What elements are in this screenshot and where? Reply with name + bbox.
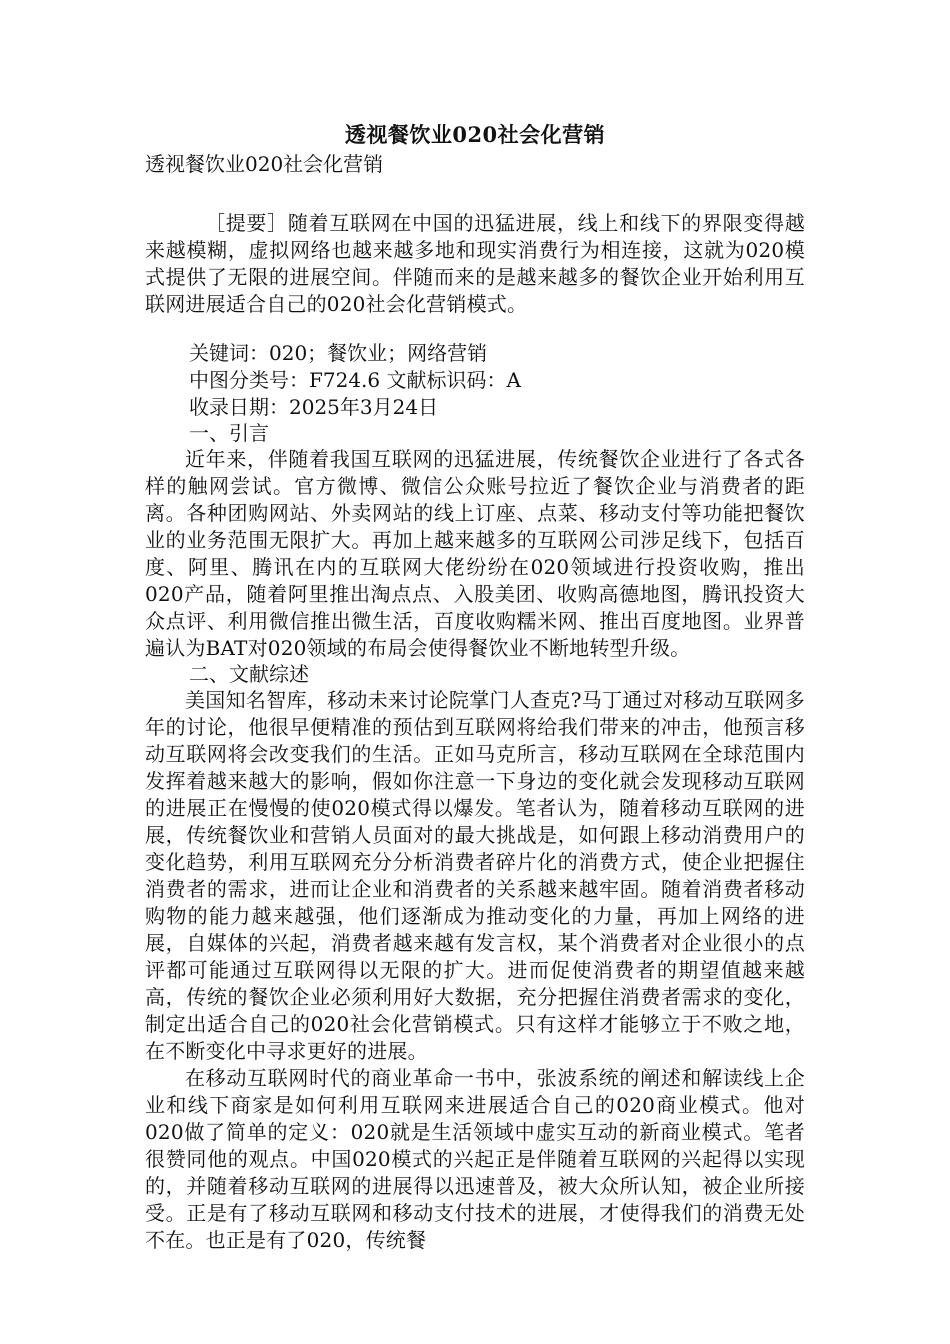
document-body <box>145 120 805 1254</box>
keywords-line: 关键词：020；餐饮业；网络营销 <box>189 341 488 365</box>
spacer <box>145 318 805 340</box>
received-date-line: 收录日期：2025年3月24日 <box>189 395 439 419</box>
body-paragraph: 美国知名智库，移动未来讨论院掌门人查克?马丁通过对移动互联网多年的讨论，他很早便精准的预估到互联网将给我们带来的冲击，他预言移动互联网将会改变我们的生活。正如马克所言，移动互联网在全球范围内发挥着越来越大的影响，假如你注意一下身边的变化就会发现移动互联网的进展正在慢慢的使020模式得以爆发。笔者认为，随着移动互联网的进展，传统餐饮业和营销人员面对的最大挑战是，如何跟上移动消费用户的变化趋势，利用互联网充分分析消费者碎片化的消费方式，使企业把握住消费者的需求，进而让企业和消费者的关系越来越牢固。随着消费者移动购物的能力越来越强，他们逐渐成为推动变化的力量，再加上网络的进展，自媒体的兴起，消费者越来越有发言权，某个消费者对企业很小的点评都可能通过互联网得以无限的扩大。进而促使消费者的期望值越来越高，传统的餐饮企业必须利用好大数据，充分把握住消费者需求的变化，制定出适合自己的020社会化营销模式。只有这样才能够立于不败之地，在不断变化中寻求更好的进展。 <box>145 688 805 1063</box>
section-heading-literature-review: 二、文献综述 <box>189 662 309 686</box>
abstract-paragraph: ［提要］随着互联网在中国的迅猛进展，线上和线下的界限变得越来越模糊，虚拟网络也越来越多地和现实消费行为相连接，这就为020模式提供了无限的进展空间。伴随而来的是越来越多的餐饮企业开始利用互联网进展适合自己的020社会化营销模式。 <box>145 211 805 316</box>
classification-line: 中图分类号：F724.6 文献标识码：A <box>189 368 521 392</box>
document-subtitle: 透视餐饮业020社会化营销 <box>145 152 384 176</box>
spacer <box>145 178 805 210</box>
section-heading-introduction: 一、引言 <box>189 421 269 445</box>
body-paragraph: 近年来，伴随着我国互联网的迅猛进展，传统餐饮企业进行了各式各样的触网尝试。官方微博、微信公众账号拉近了餐饮企业与消费者的距离。各种团购网站、外卖网站的线上订座、点菜、移动支付等功能把餐饮业的业务范围无限扩大。再加上越来越多的互联网公司涉足线下，包括百度、阿里、腾讯在内的互联网大佬纷纷在020领域进行投资收购，推出020产品，随着阿里推出淘点点、入股美团、收购高德地图，腾讯投资大众点评、利用微信推出微生活，百度收购糯米网、推出百度地图。业界普遍认为BAT对020领域的布局会使得餐饮业不断地转型升级。 <box>145 447 805 660</box>
body-paragraph: 在移动互联网时代的商业革命一书中，张波系统的阐述和解读线上企业和线下商家是如何利用互联网来进展适合自己的020商业模式。他对020做了简单的定义：020就是生活领域中虚实互动的新商业模式。笔者很赞同他的观点。中国020模式的兴起正是伴随着互联网的兴起得以实现的，并随着移动互联网的进展得以迅速普及，被大众所认知，被企业所接受。正是有了移动互联网和移动支付技术的进展，才使得我们的消费无处不在。也正是有了020，传统餐 <box>145 1066 805 1252</box>
document-title: 透视餐饮业020社会化营销 <box>344 122 606 147</box>
